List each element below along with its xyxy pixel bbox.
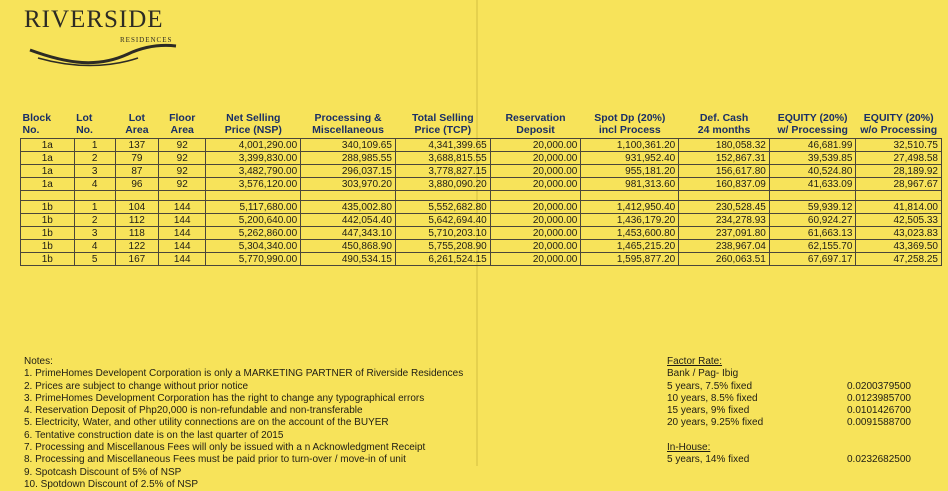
table-cell: 92 bbox=[159, 139, 206, 152]
table-cell: 1 bbox=[74, 201, 115, 214]
table-cell: 137 bbox=[115, 139, 158, 152]
note-item: 10. Spotdown Discount of 2.5% of NSP bbox=[24, 478, 198, 490]
table-cell: 4,341,399.65 bbox=[395, 139, 490, 152]
table-cell: 122 bbox=[115, 240, 158, 253]
table-cell: 41,633.09 bbox=[769, 178, 856, 191]
table-cell: 5,117,680.00 bbox=[206, 201, 301, 214]
table-cell: 92 bbox=[159, 178, 206, 191]
column-header: EQUITY (20%) w/o Processing bbox=[860, 112, 938, 136]
notes-section bbox=[24, 356, 463, 491]
table-cell: 104 bbox=[115, 201, 158, 214]
table-cell: 144 bbox=[159, 201, 206, 214]
table-row bbox=[21, 227, 942, 240]
table-cell: 1a bbox=[21, 165, 75, 178]
table-cell: 931,952.40 bbox=[581, 152, 679, 165]
table-cell: 6,261,524.15 bbox=[395, 253, 490, 266]
table-cell: 40,524.80 bbox=[769, 165, 856, 178]
table-cell: 20,000.00 bbox=[490, 227, 581, 240]
rate-row bbox=[667, 417, 937, 429]
table-cell: 1a bbox=[21, 139, 75, 152]
table-cell: 1,100,361.20 bbox=[581, 139, 679, 152]
table-cell: 981,313.60 bbox=[581, 178, 679, 191]
table-cell: 96 bbox=[115, 178, 158, 191]
rate-term: 20 years, 9.25% fixed bbox=[667, 417, 764, 429]
table-cell: 1,412,950.40 bbox=[581, 201, 679, 214]
table-cell: 1,453,600.80 bbox=[581, 227, 679, 240]
table-cell: 303,970.20 bbox=[301, 178, 396, 191]
table-row bbox=[21, 139, 942, 152]
column-header: Net Selling Price (NSP) bbox=[224, 112, 282, 136]
table-cell: 92 bbox=[159, 152, 206, 165]
table-cell: 238,967.04 bbox=[679, 240, 770, 253]
logo-subtitle: RESIDENCES bbox=[120, 36, 173, 44]
group-separator bbox=[21, 191, 942, 201]
table-cell: 144 bbox=[159, 240, 206, 253]
table-cell: 5,552,682.80 bbox=[395, 201, 490, 214]
table-cell: 41,814.00 bbox=[856, 201, 942, 214]
column-header: Total Selling Price (TCP) bbox=[411, 112, 474, 136]
table-cell: 237,091.80 bbox=[679, 227, 770, 240]
table-header-row bbox=[21, 112, 942, 139]
table-cell: 5,710,203.10 bbox=[395, 227, 490, 240]
table-cell: 5,642,694.40 bbox=[395, 214, 490, 227]
table-row bbox=[21, 240, 942, 253]
table-cell: 1,465,215.20 bbox=[581, 240, 679, 253]
note-item: 7. Processing and Miscellanous Fees will only be issued with a n Acknowledgment Receipt bbox=[24, 442, 426, 454]
table-row bbox=[21, 152, 942, 165]
table-cell: 27,498.58 bbox=[856, 152, 942, 165]
note-item: 4. Reservation Deposit of Php20,000 is non-refundable and non-transferable bbox=[24, 405, 363, 417]
note-item: 5. Electricity, Water, and other utility connections are on the account of the BUYER bbox=[24, 417, 389, 429]
rate-term: 10 years, 8.5% fixed bbox=[667, 392, 758, 404]
table-cell: 156,617.80 bbox=[679, 165, 770, 178]
table-cell: 1,436,179.20 bbox=[581, 214, 679, 227]
table-cell: 5,770,990.00 bbox=[206, 253, 301, 266]
rate-row bbox=[667, 393, 937, 405]
notes-title: Notes: bbox=[24, 356, 53, 367]
rate-value: 0.0091588700 bbox=[847, 417, 911, 429]
table-cell: 234,278.93 bbox=[679, 214, 770, 227]
table-row bbox=[21, 201, 942, 214]
table-row bbox=[21, 214, 942, 227]
table-cell: 490,534.15 bbox=[301, 253, 396, 266]
note-item: 9. Spotcash Discount of 5% of NSP bbox=[24, 466, 182, 478]
table-cell: 180,058.32 bbox=[679, 139, 770, 152]
table-cell: 20,000.00 bbox=[490, 165, 581, 178]
rate-term: 15 years, 9% fixed bbox=[667, 405, 750, 417]
rate-value: 0.0232682500 bbox=[847, 454, 911, 466]
note-item: 2. Prices are subject to change without prior notice bbox=[24, 380, 249, 392]
table-cell: 5,304,340.00 bbox=[206, 240, 301, 253]
table-cell: 160,837.09 bbox=[679, 178, 770, 191]
table-cell: 1b bbox=[21, 214, 75, 227]
table-cell: 5,262,860.00 bbox=[206, 227, 301, 240]
table-cell: 340,109.65 bbox=[301, 139, 396, 152]
table-body bbox=[21, 139, 942, 266]
table-cell: 260,063.51 bbox=[679, 253, 770, 266]
table-row bbox=[21, 253, 942, 266]
table-cell: 112 bbox=[115, 214, 158, 227]
riverside-logo bbox=[24, 6, 184, 66]
rate-row bbox=[667, 454, 937, 466]
inhouse-title: In-House: bbox=[667, 442, 711, 454]
table-cell: 62,155.70 bbox=[769, 240, 856, 253]
table-cell: 39,539.85 bbox=[769, 152, 856, 165]
table-cell: 43,023.83 bbox=[856, 227, 942, 240]
column-header: EQUITY (20%) w/ Processing bbox=[777, 112, 848, 136]
table-cell: 20,000.00 bbox=[490, 152, 581, 165]
column-header: Floor Area bbox=[169, 112, 196, 136]
note-item: 6. Tentative construction date is on the last quarter of 2015 bbox=[24, 429, 284, 441]
column-header: Spot Dp (20%) incl Process bbox=[594, 112, 666, 136]
table-cell: 1b bbox=[21, 240, 75, 253]
logo-title: RIVERSIDE bbox=[24, 6, 164, 33]
table-cell: 3,576,120.00 bbox=[206, 178, 301, 191]
table-cell: 42,505.33 bbox=[856, 214, 942, 227]
table-cell: 20,000.00 bbox=[490, 139, 581, 152]
table-cell: 67,697.17 bbox=[769, 253, 856, 266]
table-cell: 87 bbox=[115, 165, 158, 178]
note-item: 1. PrimeHomes Developent Corporation is only a MARKETING PARTNER of Riverside Residences bbox=[24, 368, 464, 380]
table-cell: 59,939.12 bbox=[769, 201, 856, 214]
table-cell: 1a bbox=[21, 178, 75, 191]
bank-rate-list bbox=[667, 381, 937, 430]
table-cell: 28,189.92 bbox=[856, 165, 942, 178]
column-header: Lot No. bbox=[76, 112, 93, 136]
rate-value: 0.0200379500 bbox=[847, 380, 911, 392]
table-cell: 1b bbox=[21, 201, 75, 214]
table-cell: 20,000.00 bbox=[490, 201, 581, 214]
table-cell: 1b bbox=[21, 227, 75, 240]
table-cell: 60,924.27 bbox=[769, 214, 856, 227]
column-header: Def. Cash 24 months bbox=[697, 112, 751, 136]
table-cell: 47,258.25 bbox=[856, 253, 942, 266]
table-cell: 5,200,640.00 bbox=[206, 214, 301, 227]
column-header: Processing & Miscellaneous bbox=[312, 112, 384, 136]
inhouse-rate-list bbox=[667, 454, 937, 466]
note-item: 8. Processing and Miscellaneous Fees must be paid prior to turn-over / move-in of unit bbox=[24, 454, 406, 466]
table-cell: 4 bbox=[74, 178, 115, 191]
table-cell: 4 bbox=[74, 240, 115, 253]
table-cell: 144 bbox=[159, 227, 206, 240]
table-cell: 152,867.31 bbox=[679, 152, 770, 165]
table-cell: 3,482,790.00 bbox=[206, 165, 301, 178]
table-cell: 1,595,877.20 bbox=[581, 253, 679, 266]
table-cell: 118 bbox=[115, 227, 158, 240]
rate-value: 0.0101426700 bbox=[847, 405, 911, 417]
table-cell: 288,985.55 bbox=[301, 152, 396, 165]
table-cell: 450,868.90 bbox=[301, 240, 396, 253]
table-cell: 435,002.80 bbox=[301, 201, 396, 214]
table-cell: 28,967.67 bbox=[856, 178, 942, 191]
table-cell: 167 bbox=[115, 253, 158, 266]
table-cell: 3,778,827.15 bbox=[395, 165, 490, 178]
price-table bbox=[20, 112, 942, 266]
factor-rate-title: Factor Rate: bbox=[667, 356, 723, 367]
table-cell: 3,880,090.20 bbox=[395, 178, 490, 191]
table-cell: 79 bbox=[115, 152, 158, 165]
column-header: Lot Area bbox=[125, 112, 149, 136]
table-cell: 92 bbox=[159, 165, 206, 178]
column-header: Reservation Deposit bbox=[505, 112, 566, 136]
factor-rate-section bbox=[667, 356, 937, 467]
table-cell: 20,000.00 bbox=[490, 240, 581, 253]
table-cell: 1b bbox=[21, 253, 75, 266]
table-cell: 5 bbox=[74, 253, 115, 266]
table-cell: 3 bbox=[74, 165, 115, 178]
table-cell: 20,000.00 bbox=[490, 214, 581, 227]
rate-term: 5 years, 14% fixed bbox=[667, 454, 750, 466]
table-cell: 955,181.20 bbox=[581, 165, 679, 178]
table-cell: 447,343.10 bbox=[301, 227, 396, 240]
table-cell: 144 bbox=[159, 214, 206, 227]
table-cell: 2 bbox=[74, 214, 115, 227]
table-cell: 4,001,290.00 bbox=[206, 139, 301, 152]
note-item: 3. PrimeHomes Development Corporation has the right to change any typographical errors bbox=[24, 392, 425, 404]
table-cell: 32,510.75 bbox=[856, 139, 942, 152]
table-cell: 3,688,815.55 bbox=[395, 152, 490, 165]
rate-term: 5 years, 7.5% fixed bbox=[667, 380, 753, 392]
rate-value: 0.0123985700 bbox=[847, 392, 911, 404]
table-row bbox=[21, 178, 942, 191]
table-cell: 20,000.00 bbox=[490, 178, 581, 191]
table-cell: 46,681.99 bbox=[769, 139, 856, 152]
table-cell: 442,054.40 bbox=[301, 214, 396, 227]
notes-list bbox=[24, 368, 463, 491]
table-cell: 2 bbox=[74, 152, 115, 165]
factor-rate-subtitle: Bank / Pag- Ibig bbox=[667, 368, 739, 380]
table-cell: 1a bbox=[21, 152, 75, 165]
table-cell: 144 bbox=[159, 253, 206, 266]
column-header: Block No. bbox=[22, 112, 52, 136]
table-cell: 296,037.15 bbox=[301, 165, 396, 178]
table-cell: 3,399,830.00 bbox=[206, 152, 301, 165]
table-cell: 1 bbox=[74, 139, 115, 152]
table-cell: 20,000.00 bbox=[490, 253, 581, 266]
table-cell: 5,755,208.90 bbox=[395, 240, 490, 253]
rate-row bbox=[667, 405, 937, 417]
table-cell: 61,663.13 bbox=[769, 227, 856, 240]
table-cell: 230,528.45 bbox=[679, 201, 770, 214]
table-row bbox=[21, 165, 942, 178]
table-cell: 3 bbox=[74, 227, 115, 240]
rate-row bbox=[667, 381, 937, 393]
table-cell: 43,369.50 bbox=[856, 240, 942, 253]
